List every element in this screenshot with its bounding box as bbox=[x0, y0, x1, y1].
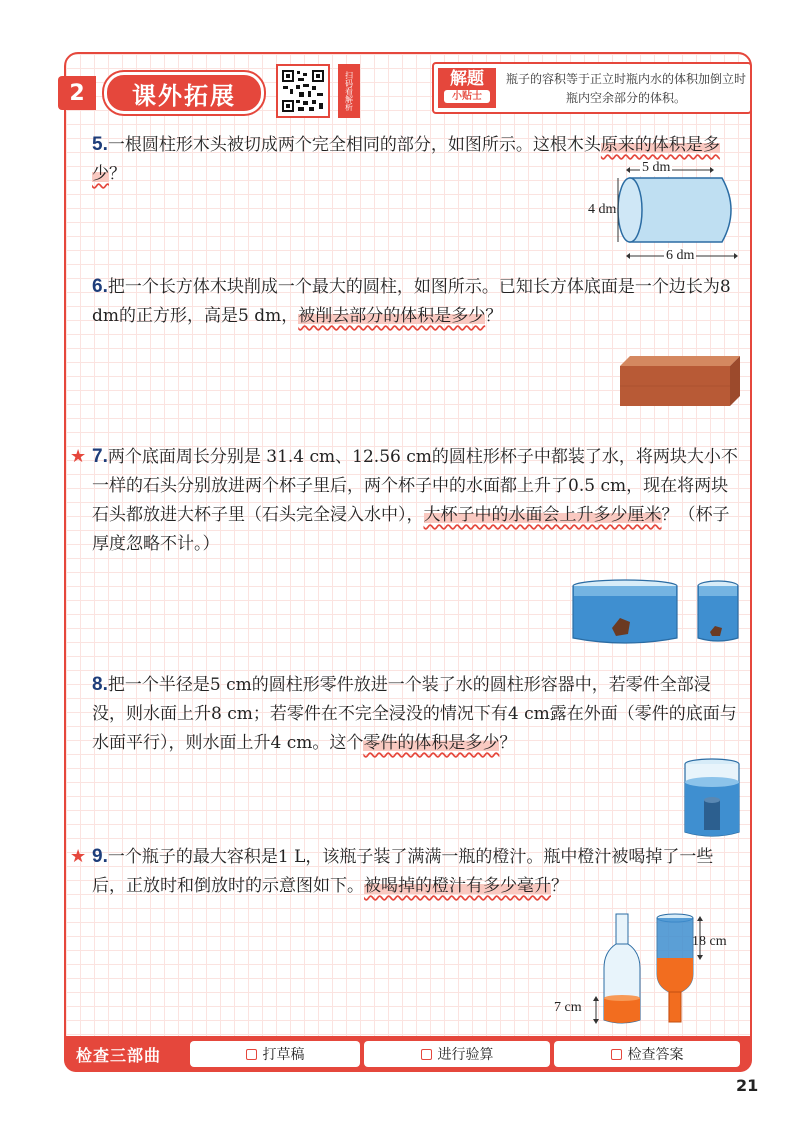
question-number: 9. bbox=[92, 846, 108, 867]
checkbox-icon[interactable] bbox=[611, 1049, 622, 1060]
tip-label-big: 解题 bbox=[450, 69, 484, 89]
checkbox-icon[interactable] bbox=[421, 1049, 432, 1060]
fig-label-bottom: 6 dm bbox=[666, 248, 695, 263]
question-highlight: 大杯子中的水面会上升多少厘米 bbox=[423, 505, 662, 525]
footer-title: 检查三部曲 bbox=[76, 1046, 162, 1065]
question-8 bbox=[92, 670, 742, 758]
question-text: 一个瓶子的最大容积是1 L，该瓶子装了满满一瓶的橙汁。瓶中橙汁被喝掉了一些后，正放时和倒放时的示意图如下。 bbox=[92, 847, 714, 896]
tip-label-small: 小贴士 bbox=[444, 90, 490, 103]
qr-code-icon[interactable] bbox=[276, 64, 330, 118]
wood-block-figure bbox=[620, 356, 740, 408]
question-9 bbox=[92, 842, 742, 901]
cylinder-cut-figure bbox=[590, 160, 750, 270]
question-text-end: ？ bbox=[485, 306, 503, 326]
footer-item-draft[interactable]: 打草稿 bbox=[190, 1041, 360, 1067]
tip-box bbox=[432, 62, 752, 114]
question-number: 5. bbox=[92, 134, 108, 155]
page-number: 21 bbox=[736, 1076, 759, 1095]
question-number: 7. bbox=[92, 446, 108, 467]
two-cups-figure bbox=[570, 578, 740, 646]
tip-label bbox=[438, 68, 496, 108]
fig-label-left: 7 cm bbox=[554, 1000, 582, 1015]
section-title: 课外拓展 bbox=[104, 72, 264, 114]
star-icon: ★ bbox=[70, 846, 87, 867]
fig-label-left: 4 dm bbox=[588, 202, 617, 217]
checkbox-icon[interactable] bbox=[246, 1049, 257, 1060]
question-text-end: ？ bbox=[551, 876, 568, 896]
question-number: 8. bbox=[92, 674, 108, 695]
question-6 bbox=[92, 272, 742, 331]
question-highlight: 被喝掉的橙汁有多少毫升 bbox=[364, 876, 551, 896]
question-text-end: ？ bbox=[109, 164, 126, 184]
question-text: 把一个长方体木块削成一个最大的圆柱，如图所示。已知长方体底面是一个边长为8 dm的正方形，高是5 dm， bbox=[92, 277, 731, 326]
fig-label-top: 5 dm bbox=[642, 160, 671, 175]
qr-tag: 扫码看解析 bbox=[338, 64, 360, 118]
footer-item-verify[interactable]: 进行验算 bbox=[364, 1041, 550, 1067]
question-highlight: 原来的体积是多少 bbox=[92, 135, 720, 184]
question-highlight: 零件的体积是多少 bbox=[363, 733, 500, 753]
tip-text: 瓶子的容积等于正立时瓶内水的体积加倒立时瓶内空余部分的体积。 bbox=[505, 72, 746, 105]
question-7 bbox=[92, 442, 742, 559]
question-text-end: ？（杯子厚度忽略不计。） bbox=[92, 505, 730, 554]
question-text-end: ？ bbox=[499, 733, 517, 753]
question-text: 两个底面周长分别是 31.4 cm、12.56 cm的圆柱形杯子中都装了水，将两块大小不一样的石头分别放进两个杯子里后，两个杯子中的水面都上升了0.5 cm，现在将两块石头都放进大杯子里（石头完全浸入水中）， bbox=[92, 447, 738, 525]
section-number: 2 bbox=[58, 76, 96, 110]
fig-label-right: 18 cm bbox=[692, 934, 727, 949]
star-icon: ★ bbox=[70, 446, 87, 467]
container-part-figure bbox=[682, 758, 742, 840]
footer-item-check[interactable]: 检查答案 bbox=[554, 1041, 740, 1067]
bottles-figure bbox=[550, 912, 745, 1030]
question-number: 6. bbox=[92, 276, 108, 297]
question-text: 一根圆柱形木头被切成两个完全相同的部分，如图所示。这根木头 bbox=[107, 135, 601, 155]
footer-bar bbox=[64, 1036, 752, 1072]
question-text: 把一个半径是5 cm的圆柱形零件放进一个装了水的圆柱形容器中，若零件全部浸没，则水面上升8 cm；若零件在不完全浸没的情况下有4 cm露在外面（零件的底面与水面平行），则水面上升4 cm。这个 bbox=[92, 675, 737, 753]
question-highlight: 被削去部分的体积是多少 bbox=[298, 306, 486, 326]
